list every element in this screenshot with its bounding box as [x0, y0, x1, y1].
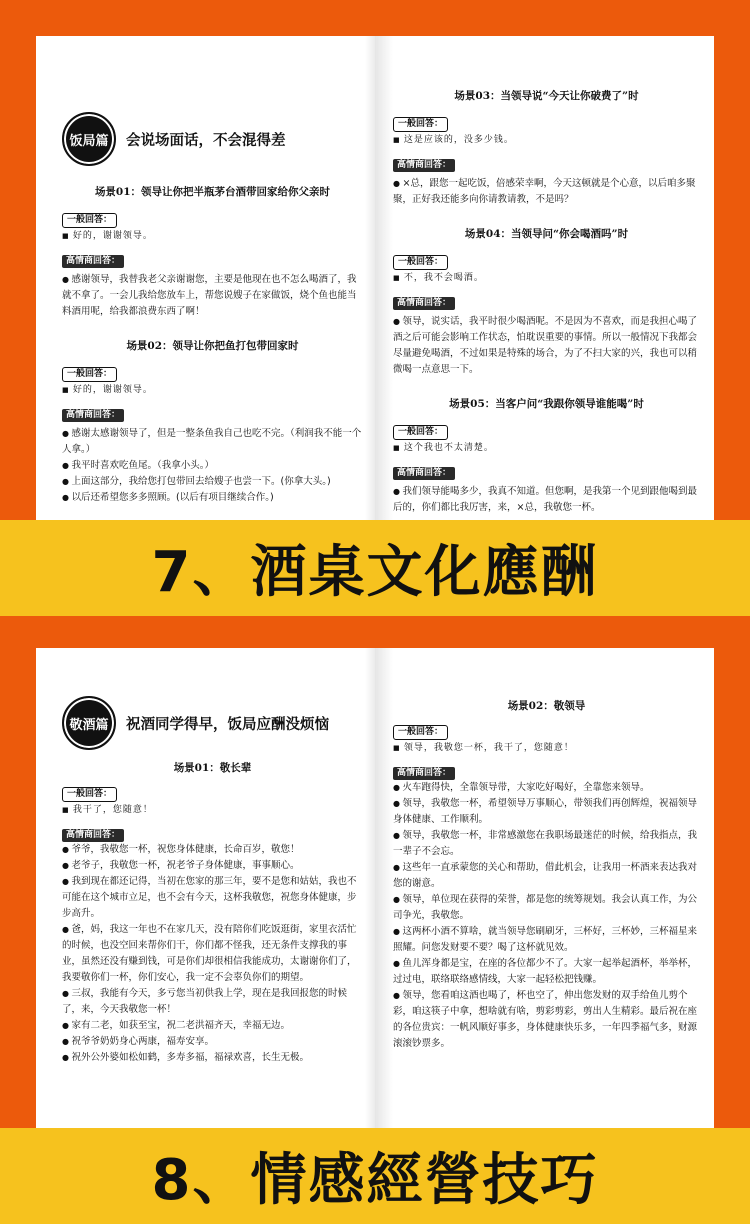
normal-answer-tag: 一般回答： — [393, 255, 448, 270]
eq-answer-tag: 高情商回答： — [393, 767, 455, 780]
eq-answer-line: ● 以后还希望您多多照顾。(以后有项目继续合作。) — [62, 490, 363, 506]
book-spread-2 — [36, 648, 714, 1132]
normal-answer-tag: 一般回答： — [62, 367, 117, 382]
normal-answer-tag: 一般回答： — [393, 117, 448, 132]
eq-answer-line: ● ×总，跟您一起吃饭，倍感荣幸啊，今天这顿就是个心意，以后咱多聚聚，正好我还能多向你请教请教，不是吗？ — [393, 176, 700, 208]
eq-answer-line: ● 领导，我敬您一杯，希望领导万事顺心，带领我们再创辉煌，祝福领导身体健康、工作顺利。 — [393, 796, 700, 828]
eq-answer-line: ● 祝外公外婆如松如鹤，多寿多福，福禄欢喜，长生无极。 — [62, 1050, 363, 1066]
eq-answer-line: ● 我到现在都还记得，当初在您家的那三年，要不是您和姑姑，我也不可能在这个城市立足，也不会有今天，这杯我敬您，祝您身体健康，步步高升。 — [62, 874, 363, 922]
chapter-seal: 饭局篇 — [62, 112, 116, 166]
eq-answer-line: ● 上面这部分，我给您打包带回去给嫂子也尝一下。(你拿大头。) — [62, 474, 363, 490]
scene-title: 场景01：敬长辈 — [173, 762, 252, 774]
chapter-header — [62, 696, 363, 750]
eq-answer-tag: 高情商回答： — [393, 159, 455, 172]
eq-answer-line: ● 领导，您看咱这酒也喝了，杯也空了，伸出您发财的双手给鱼儿剪个彩，咱这筷子中拿，想啥就有啥，剪彩剪彩，剪出人生精彩。最后祝在座的各位贵宾：一帆风顺好事多，身体健康快乐多，一年四季福气多，财源滚滚钞票多。 — [393, 988, 700, 1052]
normal-answer: ■ 领导，我敬您一杯，我干了，您随意！ — [393, 740, 700, 756]
normal-answer: ■ 我干了，您随意！ — [62, 802, 363, 818]
normal-answer: ■ 这是应该的，没多少钱。 — [393, 132, 700, 148]
normal-answer: ■ 不，我不会喝酒。 — [393, 270, 700, 286]
eq-answer-line: ● 感谢太感谢领导了，但是一整条鱼我自己也吃不完。（利润我不能一个人拿。） — [62, 426, 363, 458]
eq-answer-line: ● 这些年一直承蒙您的关心和帮助，借此机会，让我用一杯酒来表达我对您的谢意。 — [393, 860, 700, 892]
scene-title: 场景05：当客户问“我跟你领导谁能喝”时 — [449, 398, 644, 410]
normal-answer: ■ 这个我也不太清楚。 — [393, 440, 700, 456]
eq-answer-line: ● 老爷子，我敬您一杯，祝老爷子身体健康，事事顺心。 — [62, 858, 363, 874]
section-banner-8 — [0, 1128, 750, 1224]
eq-answer-line: ● 我们领导能喝多少，我真不知道。但您啊，是我第一个见到跟他喝到最后的，你们都比我厉害，来，×总，我敬您一杯。 — [393, 484, 700, 516]
banner-title: 7、酒桌文化應酬 — [151, 540, 599, 605]
banner-title: 8、情感經營技巧 — [151, 1148, 599, 1213]
eq-answer-line: ● 三叔，我能有今天，多亏您当初供我上学，现在是我回报您的时候了，来，今天我敬您一杯！ — [62, 986, 363, 1018]
eq-answer-line: ● 领导，说实话，我平时很少喝酒呢。不是因为不喜欢，而是我担心喝了酒之后可能会影响工作状态，怕耽误重要的事情。所以一般情况下我都会尽量避免喝酒，不过如果是特殊的场合，为了不扫大家的兴，我也可以稍微喝一点意思一下。 — [393, 314, 700, 378]
section-banner-7 — [0, 520, 750, 616]
normal-answer-tag: 一般回答： — [62, 787, 117, 802]
chapter-title: 祝酒同学得早，饭局应酬没烦恼 — [126, 715, 329, 733]
scene-title: 场景03：当领导说“今天让你破费了”时 — [454, 90, 639, 102]
eq-answer-line: ● 领导，我敬您一杯，非常感激您在我职场最迷茫的时候，给我指点，我一辈子不会忘。 — [393, 828, 700, 860]
chapter-seal: 敬酒篇 — [62, 696, 116, 750]
eq-answer-line: ● 家有二老，如获至宝，祝二老洪福齐天，幸福无边。 — [62, 1018, 363, 1034]
eq-answer-line: ● 鱼儿浑身都是宝，在座的各位都少不了。大家一起举起酒杯，举举杯，过过电，联络联络感情线，大家一起轻松把钱赚。 — [393, 956, 700, 988]
book1-left-page — [36, 36, 375, 520]
scene-title: 场景02：领导让你把鱼打包带回家时 — [126, 340, 299, 352]
eq-answer-tag: 高情商回答： — [393, 467, 455, 480]
eq-answer-line: ● 我平时喜欢吃鱼尾。（我拿小头。） — [62, 458, 363, 474]
eq-answer-tag: 高情商回答： — [62, 409, 124, 422]
eq-answer-line: ● 这两杯小酒不算啥，就当领导您刷刷牙，三杯好，三杯妙，三杯福星来照耀。问您发财要不要？喝了这杯就见效。 — [393, 924, 700, 956]
scene-title: 场景04：当领导问“你会喝酒吗”时 — [464, 228, 629, 240]
chapter-title: 会说场面话，不会混得差 — [126, 131, 286, 149]
book1-right-page — [375, 36, 714, 520]
book2-right-page — [375, 648, 714, 1132]
book-spread-1 — [36, 36, 714, 520]
normal-answer-tag: 一般回答： — [393, 725, 448, 740]
eq-answer-line: ● 祝爷爷奶奶身心两康，福寿安享。 — [62, 1034, 363, 1050]
eq-answer-line: ● 火车跑得快，全靠领导带，大家吃好喝好，全靠您来领导。 — [393, 780, 700, 796]
eq-answer-tag: 高情商回答： — [62, 255, 124, 268]
scene-title: 场景02：敬领导 — [507, 700, 586, 712]
normal-answer-tag: 一般回答： — [62, 213, 117, 228]
eq-answer-line: ● 爸，妈，我这一年也不在家几天，没有陪你们吃饭逛街，家里衣活忙的时候，也没空回来帮你们干，你们都不怪我，还无条件支撑我的事业，虽然还没有赚到钱，可是你们却很相信我能成功，太谢谢你们了，我要敬你们一杯，你们安心，我一定不会辜负你们的期望。 — [62, 922, 363, 986]
normal-answer: ■ 好的，谢谢领导。 — [62, 228, 363, 244]
eq-answer-line: ● 爷爷，我敬您一杯，祝您身体健康，长命百岁，敬您！ — [62, 842, 363, 858]
scene-title: 场景01：领导让你把半瓶茅台酒带回家给你父亲时 — [94, 186, 331, 198]
eq-answer-line: ● 感谢领导，我替我老父亲谢谢您，主要是他现在也不怎么喝酒了，我就不拿了。一会儿我给您放车上，帮您说嫂子在家做饭，烧个鱼也能当料酒用呢，给我都浪费东西了啊！ — [62, 272, 363, 320]
normal-answer-tag: 一般回答： — [393, 425, 448, 440]
eq-answer-line: ● 领导，单位现在获得的荣誉，都是您的统筹规划。我会认真工作，为公司争光，我敬您。 — [393, 892, 700, 924]
eq-answer-tag: 高情商回答： — [62, 829, 124, 842]
book2-left-page — [36, 648, 375, 1132]
normal-answer: ■ 好的，谢谢领导。 — [62, 382, 363, 398]
eq-answer-tag: 高情商回答： — [393, 297, 455, 310]
chapter-header — [62, 112, 363, 166]
